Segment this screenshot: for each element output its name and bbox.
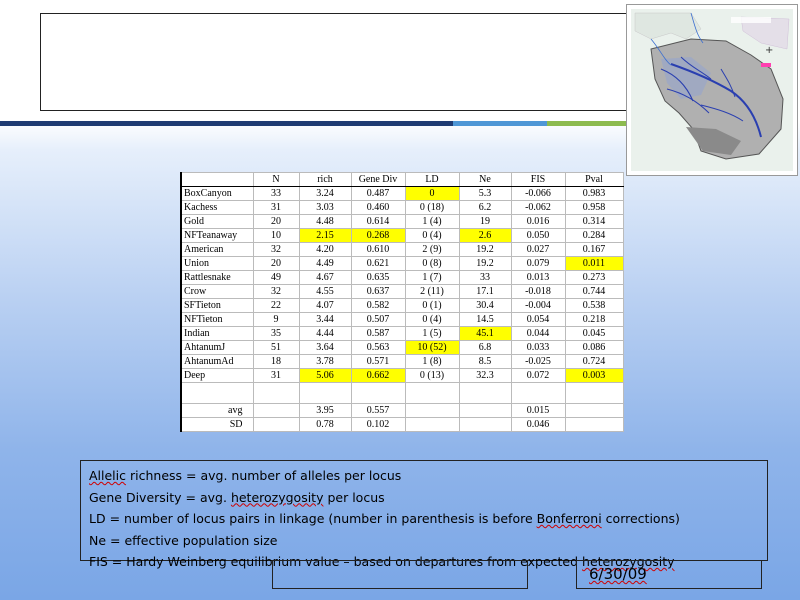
table-cell (405, 418, 459, 432)
table-cell (459, 383, 511, 404)
table-cell: 0.507 (351, 313, 405, 327)
table-cell: 51 (253, 341, 299, 355)
table-cell: 32 (253, 285, 299, 299)
column-header-ne: Ne (459, 173, 511, 187)
table-cell (459, 418, 511, 432)
table-spacer-row (181, 383, 623, 404)
column-header-rich: rich (299, 173, 351, 187)
table-cell: 33 (459, 271, 511, 285)
table-cell (405, 404, 459, 418)
table-cell: 18 (253, 355, 299, 369)
table-cell: 9 (253, 313, 299, 327)
table-cell: -0.062 (511, 201, 565, 215)
table-cell: 2 (9) (405, 243, 459, 257)
table-cell: 19 (459, 215, 511, 229)
column-header-ld: LD (405, 173, 459, 187)
table-cell: 31 (253, 369, 299, 383)
table-cell: 14.5 (459, 313, 511, 327)
table-row (181, 215, 623, 229)
table-cell: 0.314 (565, 215, 623, 229)
table-cell: 0.045 (565, 327, 623, 341)
map-graphic (631, 9, 793, 171)
table-cell: 49 (253, 271, 299, 285)
table-cell (253, 383, 299, 404)
table-cell: 0.621 (351, 257, 405, 271)
table-cell: 0.662 (351, 369, 405, 383)
table-cell: 0 (4) (405, 229, 459, 243)
table-header-row (181, 173, 623, 187)
table-cell: 0.013 (511, 271, 565, 285)
svg-text:+: + (765, 45, 774, 56)
site-name-cell: Deep (181, 369, 253, 383)
column-header-pval: Pval (565, 173, 623, 187)
table-cell: 0 (4) (405, 313, 459, 327)
table-cell: 0.460 (351, 201, 405, 215)
site-name-cell: avg (181, 404, 253, 418)
table-cell: 0.054 (511, 313, 565, 327)
table-row (181, 257, 623, 271)
table-row (181, 285, 623, 299)
table-cell: 22 (253, 299, 299, 313)
table-cell (565, 383, 623, 404)
table-cell: 0.571 (351, 355, 405, 369)
table-cell: 17.1 (459, 285, 511, 299)
table-cell: 0.635 (351, 271, 405, 285)
footer-placeholder (272, 560, 528, 589)
table-cell: 3.03 (299, 201, 351, 215)
slide-title: Bull trout genetic statistics (48, 40, 600, 86)
table-cell (511, 383, 565, 404)
table-cell: 33 (253, 187, 299, 201)
table-summary-row (181, 404, 623, 418)
definition-text: FIS = Hardy Weinberg equilibrium value – based on departures from expected (89, 554, 583, 569)
table-row (181, 201, 623, 215)
date-text: 6/30/09 (589, 565, 647, 583)
table-row (181, 187, 623, 201)
site-name-cell: Kachess (181, 201, 253, 215)
table-row (181, 243, 623, 257)
definition-text: corrections) (601, 511, 680, 526)
site-name-cell: AhtanumJ (181, 341, 253, 355)
table-cell: 0.050 (511, 229, 565, 243)
table-row (181, 355, 623, 369)
table-cell: 3.95 (299, 404, 351, 418)
table-cell: -0.004 (511, 299, 565, 313)
table-cell: 6.2 (459, 201, 511, 215)
spellcheck-word: Bonferroni (536, 511, 602, 526)
table-cell: 20 (253, 257, 299, 271)
table-cell: 0 (405, 187, 459, 201)
watershed-map-icon (626, 4, 798, 176)
definition-text: Ne = effective population size (89, 532, 278, 548)
site-name-cell: Crow (181, 285, 253, 299)
table-cell: 1 (8) (405, 355, 459, 369)
table-cell: 5.3 (459, 187, 511, 201)
site-name-cell: Union (181, 257, 253, 271)
table-cell: 0.983 (565, 187, 623, 201)
table-cell: 31 (253, 201, 299, 215)
column-header-gene-div: Gene Div (351, 173, 405, 187)
table-cell: 1 (7) (405, 271, 459, 285)
definition-ld (89, 508, 759, 530)
table-cell: 0.273 (565, 271, 623, 285)
table-cell: 4.20 (299, 243, 351, 257)
table-cell: 0.724 (565, 355, 623, 369)
table-cell: 4.07 (299, 299, 351, 313)
table-cell: 19.2 (459, 257, 511, 271)
table-cell: 4.48 (299, 215, 351, 229)
table-cell (565, 404, 623, 418)
table-cell: 0 (18) (405, 201, 459, 215)
accent-bar-navy (0, 121, 453, 126)
table-cell: 0.744 (565, 285, 623, 299)
table-cell: 3.24 (299, 187, 351, 201)
table-cell (405, 383, 459, 404)
table-cell: 0.033 (511, 341, 565, 355)
table-cell: 0.102 (351, 418, 405, 432)
table-cell: 1 (4) (405, 215, 459, 229)
definition-text: richness = avg. number of alleles per locus (126, 468, 402, 483)
table-summary-row (181, 418, 623, 432)
table-cell: 0.268 (351, 229, 405, 243)
table-cell: 0.167 (565, 243, 623, 257)
table-cell (181, 383, 253, 404)
spellcheck-word: Allelic (89, 468, 127, 483)
table-cell: 0.015 (511, 404, 565, 418)
table-cell: 0.086 (565, 341, 623, 355)
table-row (181, 327, 623, 341)
table-cell: 0 (13) (405, 369, 459, 383)
table-cell: 0.011 (565, 257, 623, 271)
table-cell: 0.587 (351, 327, 405, 341)
table-cell (253, 418, 299, 432)
table-cell: 0.557 (351, 404, 405, 418)
site-name-cell: American (181, 243, 253, 257)
definition-gene-diversity (89, 487, 759, 509)
spellcheck-word: heterozygosity (582, 554, 675, 569)
table-cell: 5.06 (299, 369, 351, 383)
table-row (181, 229, 623, 243)
definition-text: Gene Diversity = avg. (89, 489, 231, 505)
table-cell: 4.49 (299, 257, 351, 271)
table-cell: 20 (253, 215, 299, 229)
slide-date (576, 560, 762, 589)
table-row (181, 299, 623, 313)
table-cell (459, 404, 511, 418)
table-cell: 0.582 (351, 299, 405, 313)
table-cell: 0 (8) (405, 257, 459, 271)
table-cell: 35 (253, 327, 299, 341)
table-cell: 30.4 (459, 299, 511, 313)
table-cell: 0 (1) (405, 299, 459, 313)
site-name-cell: Rattlesnake (181, 271, 253, 285)
site-name-cell: Indian (181, 327, 253, 341)
table-cell: 8.5 (459, 355, 511, 369)
definition-ne (89, 530, 759, 552)
table-body (181, 187, 623, 432)
table-cell: -0.066 (511, 187, 565, 201)
table-cell: 2 (11) (405, 285, 459, 299)
table-cell: 3.64 (299, 341, 351, 355)
table-cell: 0.563 (351, 341, 405, 355)
table-cell: 19.2 (459, 243, 511, 257)
column-header-fis: FIS (511, 173, 565, 187)
table-cell (253, 404, 299, 418)
site-name-cell: SFTieton (181, 299, 253, 313)
table-cell: 0.538 (565, 299, 623, 313)
column-header (181, 173, 253, 187)
site-name-cell: Gold (181, 215, 253, 229)
table-cell: 0.218 (565, 313, 623, 327)
table-cell: 0.487 (351, 187, 405, 201)
table-cell: -0.018 (511, 285, 565, 299)
table-cell: 1 (5) (405, 327, 459, 341)
table-cell: 0.003 (565, 369, 623, 383)
definition-text: per locus (323, 489, 385, 505)
site-name-cell: AhtanumAd (181, 355, 253, 369)
accent-bar-green (547, 121, 627, 126)
table-cell: 0.046 (511, 418, 565, 432)
table-cell: 3.78 (299, 355, 351, 369)
table-cell: 0.78 (299, 418, 351, 432)
table-cell: 2.6 (459, 229, 511, 243)
table-cell: 10 (253, 229, 299, 243)
table-cell: 0.079 (511, 257, 565, 271)
definition-text: LD = number of locus pairs in linkage (number in parenthesis is before (89, 511, 537, 526)
table-cell: 6.8 (459, 341, 511, 355)
definition-allelic-richness (89, 465, 759, 487)
table-row (181, 313, 623, 327)
table-cell: 32.3 (459, 369, 511, 383)
table-row (181, 271, 623, 285)
table-cell: 4.67 (299, 271, 351, 285)
table-cell: 0.958 (565, 201, 623, 215)
spellcheck-word: heterozygosity (230, 489, 324, 505)
table-cell: 0.027 (511, 243, 565, 257)
table-cell: 32 (253, 243, 299, 257)
table-cell (299, 383, 351, 404)
table-cell: 2.15 (299, 229, 351, 243)
table-cell: 10 (52) (405, 341, 459, 355)
table-cell: 3.44 (299, 313, 351, 327)
site-name-cell: NFTeanaway (181, 229, 253, 243)
table-cell: 4.44 (299, 327, 351, 341)
table-cell (351, 383, 405, 404)
table-cell: 0.610 (351, 243, 405, 257)
table-cell: 0.284 (565, 229, 623, 243)
table-cell: 4.55 (299, 285, 351, 299)
table-cell (565, 418, 623, 432)
table-cell: -0.025 (511, 355, 565, 369)
site-name-cell: BoxCanyon (181, 187, 253, 201)
definitions-box (80, 460, 768, 569)
table-cell: 0.044 (511, 327, 565, 341)
table-row (181, 341, 623, 355)
table-cell: 0.016 (511, 215, 565, 229)
table-row (181, 369, 623, 383)
site-name-cell: NFTieton (181, 313, 253, 327)
column-header-n: N (253, 173, 299, 187)
table-cell: 0.637 (351, 285, 405, 299)
table-cell: 0.614 (351, 215, 405, 229)
genetic-stats-table (180, 172, 624, 432)
table-cell: 0.072 (511, 369, 565, 383)
accent-bar-blue (453, 121, 547, 126)
site-name-cell: SD (181, 418, 253, 432)
table-cell: 45.1 (459, 327, 511, 341)
